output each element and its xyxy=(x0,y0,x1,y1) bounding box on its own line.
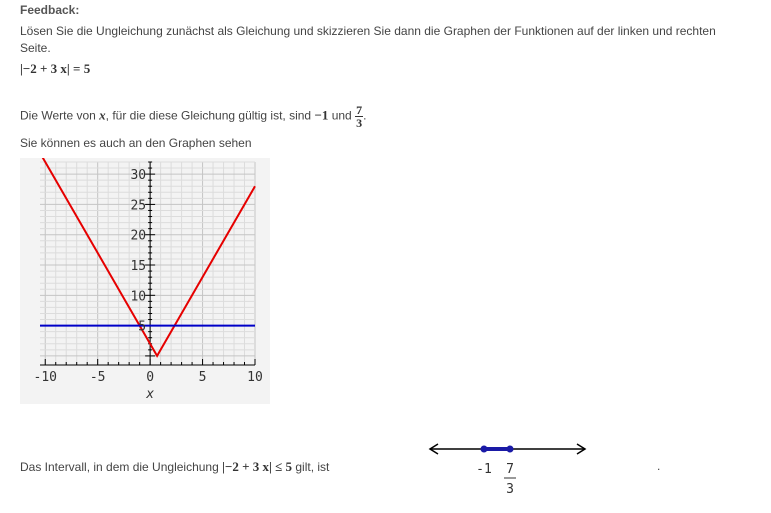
interval-number-line xyxy=(425,438,595,504)
solution-prefix: Die Werte von xyxy=(20,108,100,123)
fraction-numerator: 7 xyxy=(356,103,363,117)
y-tick-label: 25 xyxy=(130,198,147,214)
solution-variable: x xyxy=(99,107,106,123)
graph-svg xyxy=(20,158,270,404)
number-line-label-right-denominator: 3 xyxy=(506,482,514,497)
x-tick-label: -10 xyxy=(33,370,57,385)
x-tick-label: 5 xyxy=(198,370,207,385)
interval-prefix: Das Intervall, in dem die Ungleichung xyxy=(20,460,223,474)
trailing-dot: . xyxy=(657,459,661,473)
y-tick-label: 15 xyxy=(130,259,147,275)
interval-endpoint-right xyxy=(507,446,514,453)
interval-sentence xyxy=(20,459,329,475)
solution-und: und xyxy=(328,108,356,123)
solution-middle: , für die diese Gleichung gültig ist, sind xyxy=(105,108,315,123)
function-graph xyxy=(20,158,270,404)
solution-value-2 xyxy=(355,104,363,129)
graph-note: Sie können es auch an den Graphen sehen xyxy=(20,136,252,150)
solution-suffix: . xyxy=(363,108,367,123)
number-line-label-left: -1 xyxy=(476,462,492,477)
interval-endpoint-left xyxy=(481,446,488,453)
y-tick-label: 5 xyxy=(138,319,147,335)
fraction-denominator: 3 xyxy=(356,116,363,130)
x-tick-label: -5 xyxy=(89,370,106,385)
y-tick-label: 20 xyxy=(130,228,147,244)
x-tick-label: 10 xyxy=(247,370,263,385)
solution-value-1: −1 xyxy=(314,107,329,123)
x-axis-label: x xyxy=(146,387,155,402)
instruction-text: Lösen Sie die Ungleichung zunächst als Gleichung und skizzieren Sie dann die Graphen der Funktionen auf der linken und rechten xyxy=(20,24,716,38)
interval-inequality: |−2 + 3 x| ≤ 5 xyxy=(222,459,293,474)
interval-suffix: gilt, ist xyxy=(292,460,330,474)
y-tick-label: 10 xyxy=(130,289,147,305)
number-line-label-right-numerator: 7 xyxy=(506,462,514,477)
y-tick-label: 30 xyxy=(130,168,147,184)
equation: |−2 + 3 x| = 5 xyxy=(20,61,91,76)
number-line-svg xyxy=(425,438,595,504)
x-tick-label: 0 xyxy=(146,370,155,385)
solution-sentence xyxy=(20,104,366,129)
feedback-heading: Feedback: xyxy=(20,3,80,17)
instruction-text-continued: Seite. xyxy=(20,41,51,55)
